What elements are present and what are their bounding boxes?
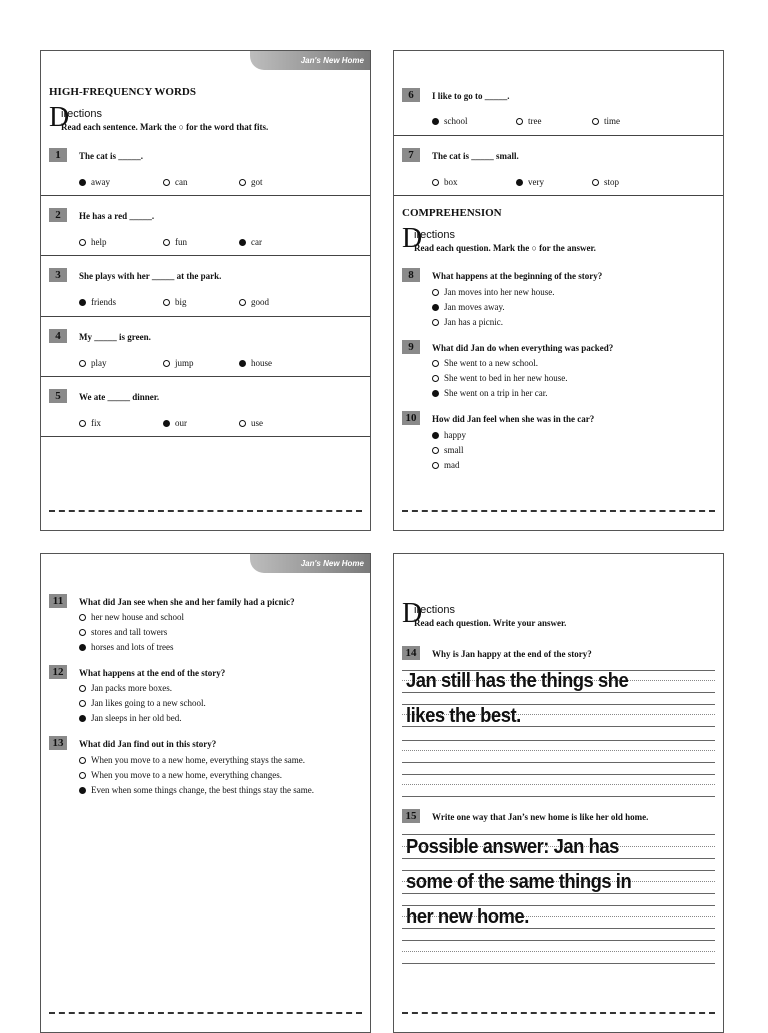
empty-bubble-icon (432, 319, 439, 326)
handwritten-answer: Possible answer: Jan has (406, 836, 619, 858)
empty-bubble-icon (79, 772, 86, 779)
question-text: Write one way that Jan’s new home is like her old home. (432, 812, 649, 822)
directions-instruction: Read each sentence. Mark the ○ for the word that fits. (61, 122, 269, 132)
filled-bubble-icon (163, 420, 170, 427)
answer-option[interactable]: Jan sleeps in her old bed. (79, 713, 181, 723)
answer-option[interactable]: play (79, 358, 107, 368)
question-text: The cat is _____ small. (432, 151, 519, 161)
question-number: 10 (402, 411, 420, 425)
question-text: What did Jan do when everything was packed? (432, 343, 614, 353)
divider (41, 255, 370, 256)
empty-bubble-icon (592, 179, 599, 186)
answer-option[interactable]: She went to bed in her new house. (432, 373, 567, 383)
cut-line (402, 510, 715, 512)
answer-option[interactable]: When you move to a new home, everything changes. (79, 770, 282, 780)
answer-option[interactable]: fix (79, 418, 101, 428)
answer-option[interactable]: house (239, 358, 272, 368)
empty-bubble-icon (432, 447, 439, 454)
question-text: What did Jan find out in this story? (79, 739, 217, 749)
empty-bubble-icon (592, 118, 599, 125)
writing-line (402, 963, 715, 964)
empty-bubble-icon (79, 685, 86, 692)
answer-option[interactable]: She went on a trip in her car. (432, 388, 547, 398)
empty-bubble-icon (163, 179, 170, 186)
filled-bubble-icon (79, 179, 86, 186)
directions-initial: D (402, 598, 423, 629)
empty-bubble-icon (239, 179, 246, 186)
writing-line (402, 762, 715, 763)
answer-option[interactable]: When you move to a new home, everything stays the same. (79, 755, 305, 765)
answer-option[interactable]: friends (79, 297, 116, 307)
divider (41, 376, 370, 377)
answer-option[interactable]: away (79, 177, 110, 187)
handwritten-answer: Jan still has the things she (406, 670, 629, 692)
answer-option[interactable]: stores and tall towers (79, 627, 167, 637)
section-heading-comprehension: COMPREHENSION (402, 207, 502, 219)
answer-option[interactable]: small (432, 445, 464, 455)
answer-option[interactable]: big (163, 297, 187, 307)
writing-line (402, 796, 715, 797)
empty-bubble-icon (79, 239, 86, 246)
question-number: 3 (49, 268, 67, 282)
question-number: 11 (49, 594, 67, 608)
question-text: He has a red _____. (79, 211, 155, 221)
empty-bubble-icon (516, 118, 523, 125)
question-text: We ate _____ dinner. (79, 392, 160, 402)
question-number: 12 (49, 665, 67, 679)
divider (394, 195, 723, 196)
answer-option[interactable]: very (516, 177, 544, 187)
answer-option[interactable]: horses and lots of trees (79, 642, 173, 652)
question-text: What happens at the beginning of the story? (432, 271, 603, 281)
directions-initial: D (49, 102, 70, 133)
divider (41, 436, 370, 437)
writing-line (402, 834, 715, 835)
empty-bubble-icon (79, 757, 86, 764)
cut-line (49, 510, 362, 512)
answer-option[interactable]: got (239, 177, 263, 187)
handwritten-answer: some of the same things in (406, 871, 632, 893)
empty-bubble-icon (432, 179, 439, 186)
answer-option[interactable]: use (239, 418, 263, 428)
question-text: My _____ is green. (79, 332, 151, 342)
writing-line (402, 940, 715, 941)
empty-bubble-icon (79, 420, 86, 427)
question-text: What did Jan see when she and her family had a picnic? (79, 597, 295, 607)
cut-line (402, 1012, 715, 1014)
answer-option[interactable]: fun (163, 237, 187, 247)
empty-bubble-icon (432, 289, 439, 296)
filled-bubble-icon (432, 304, 439, 311)
filled-bubble-icon (79, 299, 86, 306)
question-text: She plays with her _____ at the park. (79, 271, 222, 281)
writing-line (402, 750, 715, 751)
empty-bubble-icon (432, 375, 439, 382)
filled-bubble-icon (239, 360, 246, 367)
empty-bubble-icon (79, 614, 86, 621)
question-number: 6 (402, 88, 420, 102)
section-heading-high-frequency: HIGH-FREQUENCY WORDS (49, 86, 196, 98)
writing-line (402, 784, 715, 785)
worksheet-page-1 (40, 50, 371, 531)
answer-option[interactable]: time (592, 116, 620, 126)
answer-option[interactable]: school (432, 116, 468, 126)
worksheet-page-2 (393, 50, 724, 531)
answer-option[interactable]: can (163, 177, 188, 187)
empty-bubble-icon (163, 239, 170, 246)
question-number: 2 (49, 208, 67, 222)
directions-label: irections (414, 604, 455, 616)
writing-line (402, 951, 715, 952)
empty-bubble-icon (432, 462, 439, 469)
empty-bubble-icon (79, 700, 86, 707)
question-text: What happens at the end of the story? (79, 668, 226, 678)
answer-option[interactable]: car (239, 237, 262, 247)
question-number: 8 (402, 268, 420, 282)
question-number: 9 (402, 340, 420, 354)
writing-line (402, 740, 715, 741)
handwritten-answer: likes the best. (406, 705, 521, 727)
page-tab: Jan's New Home (250, 51, 370, 70)
answer-option[interactable]: Jan moves away. (432, 302, 505, 312)
question-text: How did Jan feel when she was in the car? (432, 414, 595, 424)
handwritten-answer: her new home. (406, 906, 529, 928)
answer-option[interactable]: good (239, 297, 269, 307)
directions-label: irections (414, 229, 455, 241)
divider (41, 316, 370, 317)
directions-label: irections (61, 108, 102, 120)
answer-option[interactable]: Even when some things change, the best things stay the same. (79, 785, 314, 795)
question-number: 15 (402, 809, 420, 823)
question-number: 13 (49, 736, 67, 750)
answer-option[interactable]: She went to a new school. (432, 358, 538, 368)
answer-option[interactable]: tree (516, 116, 542, 126)
answer-option[interactable]: happy (432, 430, 466, 440)
answer-option[interactable]: her new house and school (79, 612, 184, 622)
filled-bubble-icon (239, 239, 246, 246)
cut-line (49, 1012, 362, 1014)
worksheet-page-4 (393, 553, 724, 1033)
worksheet-page-3 (40, 553, 371, 1033)
question-text: Why is Jan happy at the end of the story? (432, 649, 592, 659)
empty-bubble-icon (432, 360, 439, 367)
question-number: 14 (402, 646, 420, 660)
page-tab: Jan's New Home (250, 554, 370, 573)
answer-option[interactable]: mad (432, 460, 460, 470)
writing-line (402, 774, 715, 775)
empty-bubble-icon (163, 299, 170, 306)
filled-bubble-icon (79, 787, 86, 794)
question-text: I like to go to _____. (432, 91, 510, 101)
answer-option[interactable]: Jan packs more boxes. (79, 683, 172, 693)
divider (41, 195, 370, 196)
directions-initial: D (402, 223, 423, 254)
empty-bubble-icon (239, 299, 246, 306)
filled-bubble-icon (432, 432, 439, 439)
answer-option[interactable]: box (432, 177, 458, 187)
answer-option[interactable]: Jan moves into her new house. (432, 287, 554, 297)
question-number: 7 (402, 148, 420, 162)
filled-bubble-icon (432, 118, 439, 125)
directions-instruction: Read each question. Write your answer. (414, 618, 567, 628)
empty-bubble-icon (79, 360, 86, 367)
answer-option[interactable]: Jan has a picnic. (432, 317, 503, 327)
question-number: 5 (49, 389, 67, 403)
filled-bubble-icon (432, 390, 439, 397)
question-number: 4 (49, 329, 67, 343)
empty-bubble-icon (163, 360, 170, 367)
filled-bubble-icon (79, 715, 86, 722)
question-text: The cat is _____. (79, 151, 143, 161)
answer-option[interactable]: Jan likes going to a new school. (79, 698, 206, 708)
answer-option[interactable]: our (163, 418, 187, 428)
question-number: 1 (49, 148, 67, 162)
filled-bubble-icon (516, 179, 523, 186)
answer-option[interactable]: jump (163, 358, 194, 368)
divider (394, 135, 723, 136)
answer-option[interactable]: help (79, 237, 107, 247)
filled-bubble-icon (79, 644, 86, 651)
empty-bubble-icon (239, 420, 246, 427)
empty-bubble-icon (79, 629, 86, 636)
answer-option[interactable]: stop (592, 177, 619, 187)
directions-instruction: Read each question. Mark the ○ for the answer. (414, 243, 596, 253)
